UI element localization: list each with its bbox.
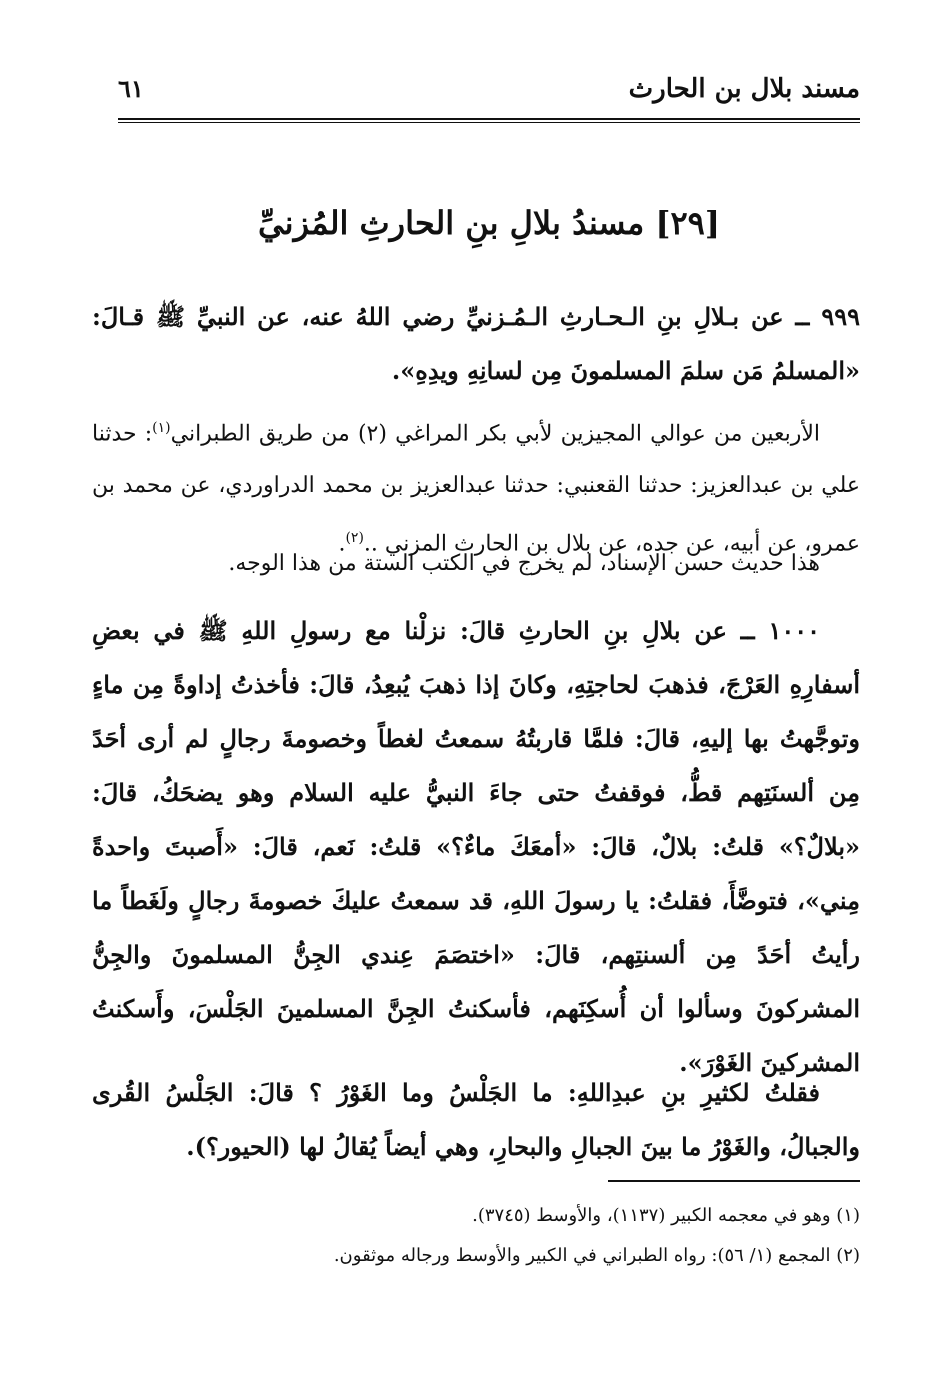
running-title: مسند بلال بن الحارث bbox=[628, 74, 860, 104]
page-number: ٦١ bbox=[118, 74, 144, 103]
hadith-999: ٩٩٩ ــ عن بـلالِ بنِ الـحـارثِ الـمُـزنيِّ رضي اللهُ عنه، عن النبيِّ ﷺ قـالَ: «المسلمُ مَن سلمَ المسلمونَ مِن لسانِهِ ويدِهِ». bbox=[92, 302, 861, 385]
grading-note: هذا حديث حسن الإسناد، لم يخرج في الكتب الستة من هذا الوجه. bbox=[228, 551, 820, 576]
header-rule bbox=[118, 118, 860, 120]
forty-chain-text-2: : حدثنا علي بن عبدالعزيز: حدثنا القعنبي: حدثنا عبدالعزيز بن محمد الدراوردي، عن محمد بن عمرو، عن أبيه، عن جده، عن بلال بن الحارث المزني .. bbox=[92, 421, 860, 557]
footnote-ref-1: (١) bbox=[152, 420, 171, 436]
forty-chain-text-3: . bbox=[338, 531, 346, 557]
footnote-rule bbox=[608, 1180, 860, 1182]
section-title: [٢٩] مسندُ بلالِ بنِ الحارثِ المُزنيِّ bbox=[257, 204, 720, 242]
footnotes bbox=[92, 1196, 860, 1276]
footnote-2: (٢) المجمع (١/ ٥٦): رواه الطبراني في الكبير والأوسط ورجاله موثقون. bbox=[333, 1245, 860, 1266]
question-paragraph: فقلتُ لكثيرِ بنِ عبدِاللهِ: ما الجَلْسُ وما الغَوْرُ ؟ قالَ: الجَلْسُ القُرى والجبالُ، والغَوْرُ ما بينَ الجبالِ والبحارِ، وهي أيضاً يُقالُ لها (الحيور؟). bbox=[92, 1078, 860, 1161]
footnote-ref-2: (٢) bbox=[345, 530, 364, 547]
forty-chain-text: الأربعين من عوالي المجيزين لأبي بكر المراغي (٢) من طريق الطبراني bbox=[170, 421, 820, 447]
footnote-1: (١) وهو في معجمه الكبير (١١٣٧)، والأوسط (٣٧٤٥). bbox=[472, 1205, 860, 1226]
page-header bbox=[118, 66, 860, 118]
header-rule-thin bbox=[118, 122, 860, 123]
hadith-1000: ١٠٠٠ ــ عن بلالِ بنِ الحارثِ قالَ: نزلْنا مع رسولِ اللهِ ﷺ في بعضِ أسفارِهِ العَرْجَ، فذهبَ لحاجتِهِ، وكانَ إذا ذهبَ يُبعِدُ، قالَ: فأخذتُ إداوةً مِن ماءٍ وتوجَّهتُ بها إليهِ، قالَ: فلمَّا قاربتُهُ سمعتُ لغطاً وخصومةَ رجالٍ لم أرى أحَدً مِن ألسنَتِهم قطُّ، فوقفتُ حتى جاءَ النبيُّ عليه السلام وهو يضحَكُ، قالَ: «بلالٌ؟» قلتُ: بلالٌ، قالَ: «أمعَكَ ماءٌ؟» قلتُ: نَعم، قالَ: «أَصبتَ واحدةً مِني»، فتوضَّأَ، فقلتُ: يا رسولَ اللهِ، قد سمعتُ عليكَ خصومةَ رجالٍ ولَغَطاً ما رأيتُ أحَدً مِن ألسنتِهم، قالَ: «اختصَمَ عِندي الجِنُّ المسلمونَ والجِنُّ المشركونَ وسألوا أن أُسكِنَهم، فأسكنتُ الجِنَّ المسلمينَ الجَلْسَ، وأَسكنتُ المشركينَ الغَوْرَ». bbox=[92, 616, 860, 1077]
